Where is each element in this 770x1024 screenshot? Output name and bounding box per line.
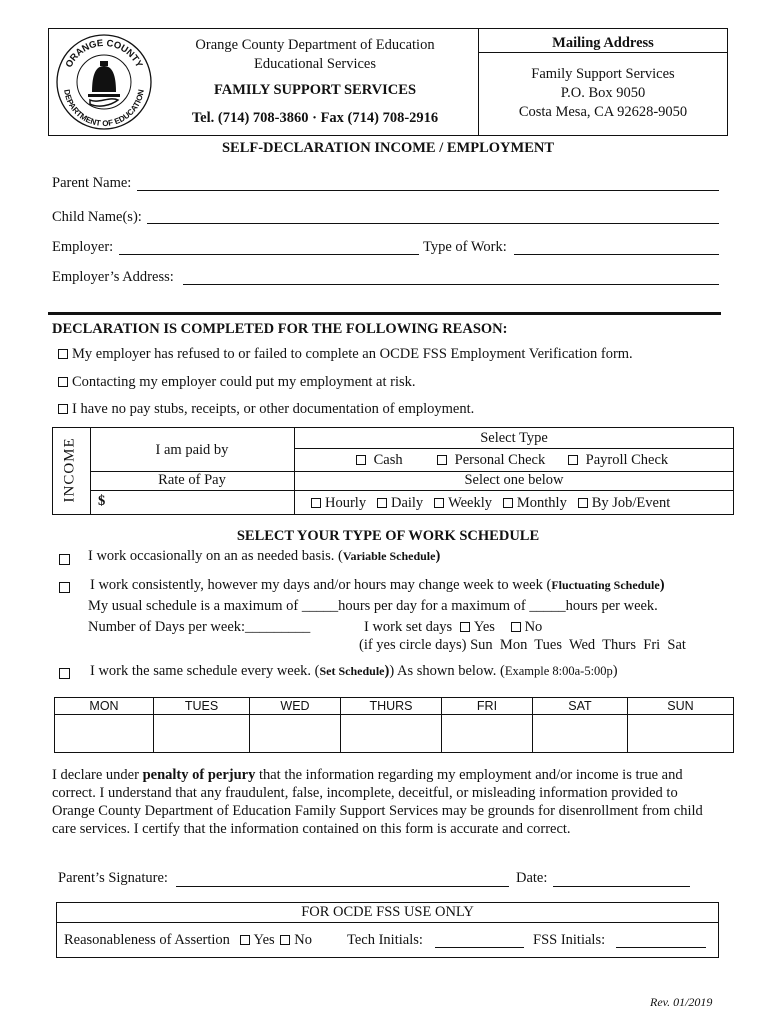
day-entry-sat[interactable]	[533, 715, 628, 753]
seal-logo	[54, 30, 154, 130]
variable-schedule-text: I work occasionally on an as needed basis. (Variable Schedule)	[88, 548, 441, 564]
example-text: Example 8:00a-5:00p	[504, 664, 613, 678]
tech-initials-field[interactable]	[435, 947, 524, 948]
declaration-bold: penalty of perjury	[142, 767, 256, 783]
income-row-divider-l2	[90, 490, 294, 491]
day-header: FRI	[442, 698, 533, 715]
declaration-post: that the information regarding my employment and/or income is true and correct. I understand that any fraudulent, false, incomplete, deceitful, or misleading information provided to Orange County Department of Education Family Support Services may be grounds for disenrollment from child care services. I certify that the information contained on this form is accurate and correct.	[52, 767, 703, 837]
fluctuating-schedule-text: I work consistently, however my days and/or hours may change week to week (Fluctuating Schedule)	[90, 577, 665, 593]
variable-tag: Variable Schedule	[342, 549, 436, 563]
set-days-label: I work set days	[364, 619, 453, 635]
checkbox[interactable]	[58, 349, 68, 359]
checkbox[interactable]	[58, 377, 68, 387]
parent-name-field[interactable]	[137, 190, 719, 191]
office-use-divider	[56, 922, 719, 923]
set-checkbox[interactable]	[59, 668, 70, 684]
reason-option-1[interactable]	[58, 346, 633, 363]
rate-monthly[interactable]	[503, 495, 567, 511]
child-names-label: Child Name(s):	[52, 209, 142, 225]
revision-label: Rev. 01/2019	[650, 995, 713, 1009]
rate-options	[311, 495, 670, 512]
parent-signature-label: Parent’s Signature:	[58, 870, 168, 886]
dept-name: Educational Services	[254, 56, 376, 72]
fss-initials-label: FSS Initials:	[533, 932, 606, 948]
day-header: THURS	[341, 698, 442, 715]
section-rule	[48, 312, 721, 315]
declaration-pre: I declare under	[52, 767, 143, 783]
no-label: No	[524, 619, 543, 635]
date-field[interactable]	[553, 886, 690, 887]
yes-label: Yes	[253, 932, 275, 948]
set-text: I work the same schedule every week. (	[90, 663, 320, 679]
mailing-line2: P.O. Box 9050	[560, 85, 646, 101]
pay-type-label: Payroll Check	[585, 452, 669, 468]
set-after: ) As shown below. (	[389, 663, 505, 679]
phone-fax: Tel. (714) 708-3860 · Fax (714) 708-2916	[191, 110, 439, 126]
checkbox[interactable]	[578, 498, 588, 508]
select-one-label: Select one below	[464, 472, 564, 488]
rate-hourly[interactable]	[311, 495, 366, 511]
employer-label: Employer:	[52, 239, 114, 255]
type-of-work-label: Type of Work:	[423, 239, 507, 255]
schedule-entry-row	[55, 715, 734, 753]
org-name: Orange County Department of Education	[195, 37, 435, 53]
circle-days[interactable]: (if yes circle days) Sun Mon Tues Wed Thurs Fri Sat	[359, 637, 686, 653]
day-entry-mon[interactable]	[55, 715, 154, 753]
rate-amount-field[interactable]	[110, 510, 286, 511]
schedule-grid	[54, 697, 734, 753]
date-label: Date:	[516, 870, 548, 886]
day-header: SUN	[628, 698, 734, 715]
yes-label: Yes	[473, 619, 495, 635]
parent-name-label: Parent Name:	[52, 175, 132, 191]
day-entry-fri[interactable]	[442, 715, 533, 753]
tech-initials-label: Tech Initials:	[347, 932, 423, 948]
checkbox[interactable]	[58, 404, 68, 414]
paid-by-label: I am paid by	[155, 442, 229, 458]
pay-type-label: Cash	[373, 452, 403, 468]
checkbox[interactable]	[568, 455, 578, 465]
income-row-divider-r3	[294, 490, 734, 491]
parent-signature-field[interactable]	[176, 886, 509, 887]
day-header: MON	[55, 698, 154, 715]
fluct-text: I work consistently, however my days and/or hours may change week to week (	[90, 577, 552, 593]
svg-text:DEPARTMENT OF EDUCATION: DEPARTMENT OF EDUCATION	[62, 88, 146, 129]
pay-type-label: Personal Check	[454, 452, 546, 468]
child-names-field[interactable]	[147, 223, 719, 224]
set-schedule-text: I work the same schedule every week. (Set Schedule)) As shown below. (Example 8:00a-5:00p)	[90, 663, 618, 679]
variable-text: I work occasionally on an as needed basis. (	[88, 548, 343, 564]
pay-type-cash[interactable]	[356, 452, 403, 469]
rate-label: Daily	[390, 495, 424, 511]
day-header: SAT	[533, 698, 628, 715]
mailing-title: Mailing Address	[552, 35, 654, 51]
checkbox[interactable]	[311, 498, 321, 508]
checkbox[interactable]	[434, 498, 444, 508]
day-header: TUES	[154, 698, 250, 715]
income-side-label: INCOME	[61, 437, 78, 503]
checkbox[interactable]	[503, 498, 513, 508]
schedule-heading: SELECT YOUR TYPE OF WORK SCHEDULE	[236, 528, 540, 544]
variable-checkbox[interactable]	[59, 554, 70, 570]
set-days-row	[364, 619, 542, 636]
income-row-divider-r1	[294, 448, 734, 449]
day-header: WED	[250, 698, 341, 715]
fss-initials-field[interactable]	[616, 947, 706, 948]
pay-type-personal-check[interactable]	[437, 452, 545, 469]
select-type-label: Select Type	[480, 430, 548, 446]
mailing-line1: Family Support Services	[531, 66, 675, 82]
reason-option-label: My employer has refused to or failed to complete an OCDE FSS Employment Verification form.	[72, 346, 633, 362]
reasonableness-label: Reasonableness of Assertion	[64, 932, 230, 948]
program-name: FAMILY SUPPORT SERVICES	[213, 82, 417, 98]
rate-label: Monthly	[516, 495, 567, 511]
checkbox[interactable]	[356, 455, 366, 465]
schedule-header-row	[55, 698, 734, 715]
day-entry-wed[interactable]	[250, 715, 341, 753]
days-per-week: Number of Days per week:_________	[88, 619, 311, 635]
reason-option-label: I have no pay stubs, receipts, or other documentation of employment.	[72, 401, 475, 417]
fluctuating-checkbox[interactable]	[59, 582, 70, 598]
rate-label: Hourly	[325, 495, 367, 511]
rate-of-pay-label: Rate of Pay	[158, 472, 226, 488]
employer-field[interactable]	[119, 254, 419, 255]
office-use-row	[64, 932, 312, 949]
reasonableness-yes-checkbox[interactable]	[240, 935, 250, 945]
set-days-yes-checkbox[interactable]	[460, 622, 470, 632]
mailing-line3: Costa Mesa, CA 92628-9050	[518, 104, 688, 120]
rate-daily[interactable]	[377, 495, 423, 511]
reasonableness-no-checkbox[interactable]	[280, 935, 290, 945]
declaration-paragraph	[52, 766, 722, 838]
employer-address-field[interactable]	[183, 284, 719, 285]
rate-label: By Job/Event	[591, 495, 671, 511]
fluct-tag: Fluctuating Schedule	[551, 578, 660, 592]
day-entry-tues[interactable]	[154, 715, 250, 753]
reason-option-2[interactable]	[58, 374, 416, 391]
day-entry-sun[interactable]	[628, 715, 734, 753]
rate-by-job[interactable]	[578, 495, 671, 511]
fluct-max-line: My usual schedule is a maximum of _____hours per day for a maximum of _____hours per week.	[88, 598, 658, 614]
checkbox[interactable]	[437, 455, 447, 465]
svg-text:ORANGE COUNTY: ORANGE COUNTY	[63, 37, 145, 70]
rate-weekly[interactable]	[434, 495, 492, 511]
reason-heading: DECLARATION IS COMPLETED FOR THE FOLLOWING REASON:	[52, 321, 508, 337]
no-label: No	[294, 932, 313, 948]
form-title: SELF-DECLARATION INCOME / EMPLOYMENT	[221, 140, 555, 156]
reason-option-label: Contacting my employer could put my employment at risk.	[72, 374, 416, 390]
pay-type-payroll-check[interactable]	[568, 452, 668, 469]
office-use-title: FOR OCDE FSS USE ONLY	[301, 904, 474, 920]
reason-option-3[interactable]	[58, 401, 474, 418]
type-of-work-field[interactable]	[514, 254, 719, 255]
rate-label: Weekly	[448, 495, 492, 511]
set-days-no-checkbox[interactable]	[511, 622, 521, 632]
set-tag: Set Schedule	[319, 664, 385, 678]
mailing-title-divider	[478, 52, 728, 53]
employer-address-label: Employer’s Address:	[52, 269, 174, 285]
dollar-sign: $	[98, 493, 106, 509]
day-entry-thurs[interactable]	[341, 715, 442, 753]
checkbox[interactable]	[377, 498, 387, 508]
